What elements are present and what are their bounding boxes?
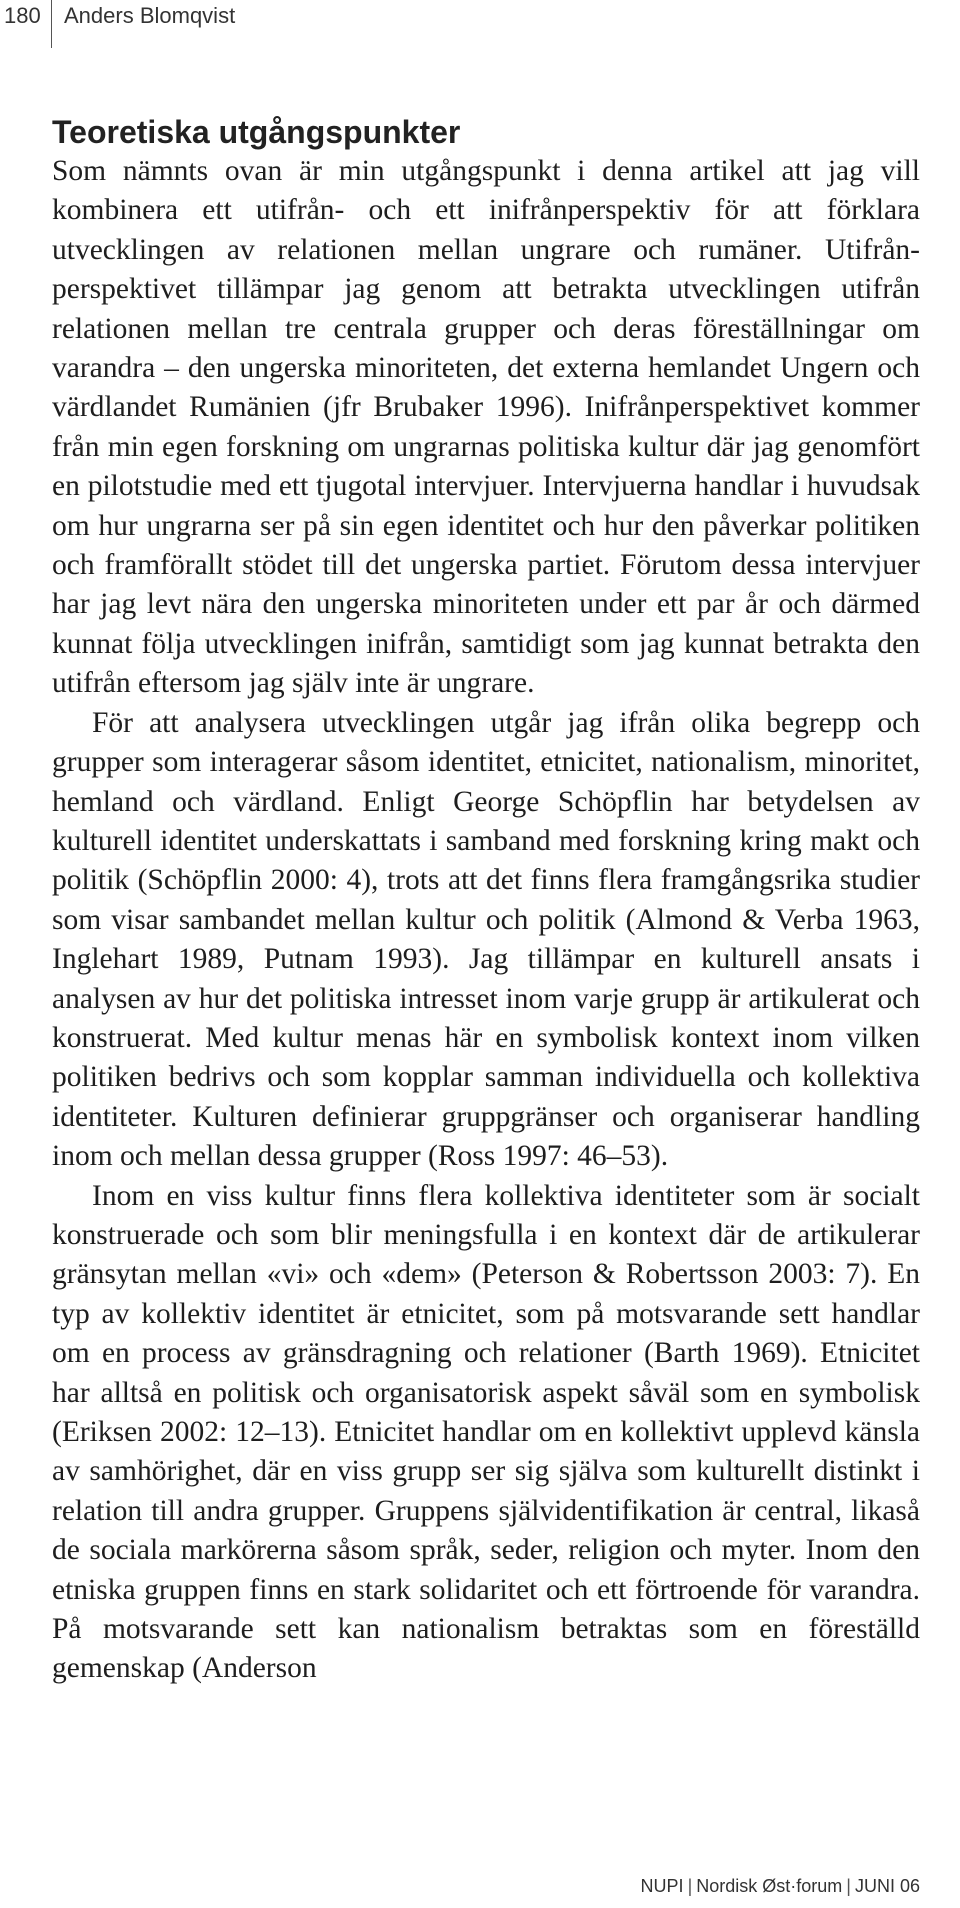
footer-publisher: NUPI [640,1876,684,1896]
article-body [52,112,920,1689]
footer-separator: | [846,1876,851,1896]
paragraph-2: För att analysera utvecklingen utgår jag ifrån olika begrepp och grupper som interagerar såsom identitet, etnicitet, nationalism, minoritet, hemland och värdland. Enligt George Schöpflin har betydelsen av kulturell identitet underskattats i samband med forskning kring makt och politik (Schöpflin 2000: 4), trots att det finns flera framgångsrika studier som visar sambandet mellan kultur och politik (Almond & Verba 1963, Inglehart 1989, Putnam 1993). Jag tillämpar en kulturell ansats i analysen av hur det politiska intresset inom varje grupp är artikulerat och konstruerat. Med kultur menas här en symbolisk kontext inom vilken politiken bedrivs och som kopplar samman individuella och kollektiva identiteter. Kulturen definierar gruppgränser och organiserar handling inom och mellan dessa grupper (Ross 1997: 46–53). [52,706,920,1173]
paragraph-1: Som nämnts ovan är min utgångspunkt i denna artikel att jag vill kombinera ett utifrån- och ett inifrånperspektiv för att förklara utvecklingen av relationen mellan ungrare och rumäner. Utifrånperspektivet tillämpar jag genom att betrakta utvecklingen utifrån relationen mellan tre centrala grupper och deras föreställningar om varandra – den ungerska minoriteten, det externa hemlandet Ungern och värdlandet Rumänien (jfr Brubaker 1996). Inifrånperspektivet kommer från min egen forskning om ungrarnas politiska kultur där jag genomfört en pilotstudie med ett tjugotal intervjuer. Intervjuerna handlar i huvudsak om hur ungrarna ser på sin egen identitet och hur den påverkar politiken och framförallt stödet till det ungerska partiet. Förutom dessa intervjuer har jag levt nära den ungerska minoriteten under ett par år och därmed kunnat följa utvecklingen inifrån, samtidigt som jag kunnat betrakta den utifrån eftersom jag själv inte är ungrare. [52,155,920,700]
page-footer [641,1876,920,1897]
footer-separator: | [687,1876,693,1896]
footer-journal: Nordisk Øst·forum [696,1876,843,1896]
section-heading: Teoretiska utgångspunkter [52,114,461,150]
footer-issue: JUNI 06 [854,1876,920,1896]
paragraph-3: Inom en viss kultur finns flera kollektiva identiteter som är socialt konstruerade och som blir meningsfulla i en kontext där de artikulerar gränsytan mellan «vi» och «dem» (Peterson & Robertsson 2003: 7). En typ av kollektiv identitet är etnicitet, som på motsvarande sett handlar om en process av gränsdragning och relationer (Barth 1969). Etnicitet har alltså en politisk och organisatorisk aspekt såväl som en symbolisk (Eriksen 2002: 12–13). Etnicitet handlar om en kollektivt upplevd känsla av samhörighet, där en viss grupp ser sig själva som kulturellt distinkt i relation till andra grupper. Gruppens självidentifikation är central, likaså de sociala markörerna såsom språk, seder, religion och myter. Inom den etniska gruppen finns en stark solidaritet och ett förtroende för varandra. På motsvarande sett kan nationalism betraktas som en föreställd gemenskap (Anderson [52,1179,920,1685]
page-number: 180 [4,3,41,28]
running-head-author: Anders Blomqvist [64,3,236,28]
running-head [0,0,960,50]
header-divider [51,0,52,48]
